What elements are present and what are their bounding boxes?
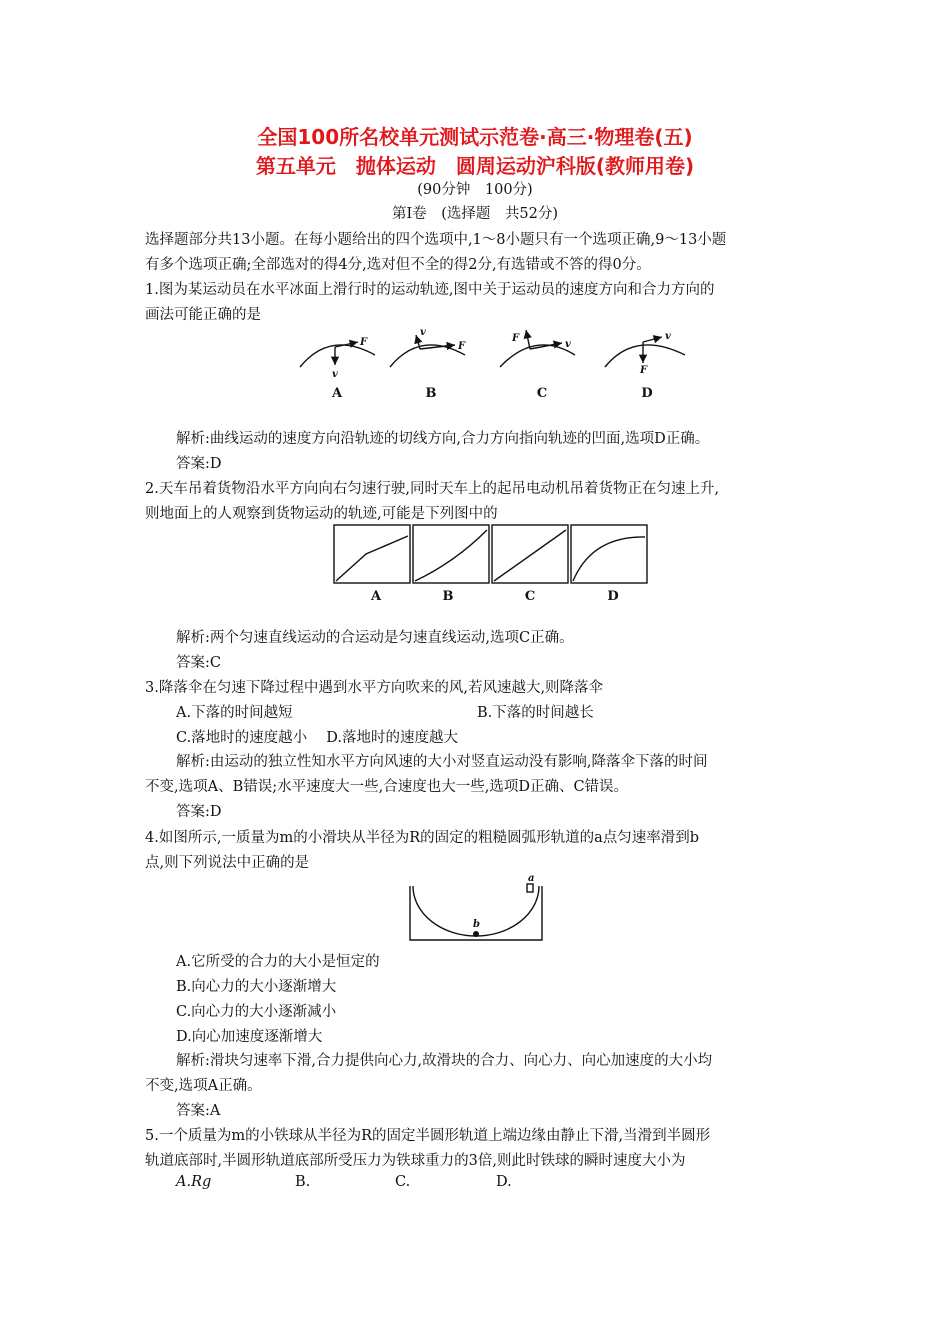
q1-d-v-label: v [665, 331, 671, 342]
intro-line-2: 有多个选项正确;全部选对的得4分,选对但不全的得2分,有选错或不答的得0分。 [145, 257, 651, 273]
q1-label-b: B [425, 386, 437, 401]
q1-a-v-label: v [332, 369, 338, 380]
q4-point-b [473, 931, 479, 937]
q2-stem-line-1: 2.天车吊着货物沿水平方向向右匀速行驶,同时天车上的起吊电动机吊着货物正在匀速上升, [145, 481, 720, 497]
q2-b-curve [415, 530, 487, 581]
q1-d-velocity-arrow [643, 337, 662, 342]
q4-stem-line-1: 4.如图所示,一质量为m的小滑块从半径为R的固定的粗糙圆弧形轨道的a点匀速率滑到b [145, 830, 700, 846]
q2-d-box [571, 525, 647, 583]
q4-option-b: B.向心力的大小逐渐增大 [176, 979, 337, 995]
q4-option-a: A.它所受的合力的大小是恒定的 [176, 954, 380, 970]
q3-analysis-line-1: 解析:由运动的独立性知水平方向风速的大小对竖直运动没有影响,降落伞下落的时间 [176, 754, 708, 770]
q2-answer: 答案:C [176, 655, 221, 671]
exam-meta: (90分钟 100分) [417, 182, 533, 198]
q1-d-trajectory [605, 345, 685, 367]
q2-figure [330, 522, 660, 606]
q2-a-curve [336, 536, 408, 581]
q2-d-curve [573, 537, 645, 581]
q5-stem-line-2: 轨道底部时,半圆形轨道底部所受压力为铁球重力的3倍,则此时铁球的瞬时速度大小为 [145, 1153, 686, 1169]
q5-option-c: C. [395, 1174, 411, 1190]
q1-figure [290, 325, 700, 405]
q1-a-f-label: F [360, 337, 368, 348]
q1-b-f-label: F [458, 341, 466, 352]
q3-option-b: B.下落的时间越长 [477, 705, 594, 721]
q1-a-trajectory [300, 345, 375, 367]
q5-option-a: A.Rg [176, 1174, 212, 1190]
q1-answer: 答案:D [176, 456, 222, 472]
q3-analysis-line-2: 不变,选项A、B错误;水平速度大一些,合速度也大一些,选项D正确、C错误。 [145, 779, 629, 795]
q1-c-f-label: F [512, 333, 520, 344]
q4-label-a: a [528, 873, 535, 884]
q5-option-b: B. [295, 1174, 311, 1190]
q2-b-box [413, 525, 489, 583]
q4-analysis-line-1: 解析:滑块匀速率下滑,合力提供向心力,故滑块的合力、向心力、向心加速度的大小均 [176, 1053, 713, 1069]
q4-stem-line-2: 点,则下列说法中正确的是 [145, 855, 310, 871]
q2-label-a: A [370, 589, 382, 604]
intro-line-1: 选择题部分共13小题。在每小题给出的四个选项中,1～8小题只有一个选项正确,9～13小题 [145, 232, 727, 248]
q1-b-v-label: v [420, 327, 426, 338]
q2-label-b: B [442, 589, 454, 604]
q5-option-d: D. [496, 1174, 512, 1190]
q3-stem: 3.降落伞在匀速下降过程中遇到水平方向吹来的风,若风速越大,则降落伞 [145, 680, 604, 696]
q1-stem-line-2: 画法可能正确的是 [145, 307, 261, 323]
q4-analysis-line-2: 不变,选项A正确。 [145, 1078, 262, 1094]
q3-option-cd: C.落地时的速度越小 D.落地时的速度越大 [176, 730, 459, 746]
q5-stem-line-1: 5.一个质量为m的小铁球从半径为R的固定半圆形轨道上端边缘由静止下滑,当滑到半圆形 [145, 1128, 711, 1144]
q3-answer: 答案:D [176, 804, 222, 820]
q1-d-f-label: F [640, 365, 648, 376]
q2-analysis: 解析:两个匀速直线运动的合运动是匀速直线运动,选项C正确。 [176, 630, 574, 646]
q2-a-box [334, 525, 410, 583]
q1-c-v-label: v [565, 339, 571, 350]
section-heading: 第Ⅰ卷 (选择题 共52分) [392, 206, 558, 222]
q2-c-curve [494, 530, 566, 581]
q4-answer: 答案:A [176, 1103, 221, 1119]
q2-label-d: D [607, 589, 619, 604]
q1-stem-line-1: 1.图为某运动员在水平冰面上滑行时的运动轨迹,图中关于运动员的速度方向和合力方向的 [145, 282, 715, 298]
q1-c-force-arrow [526, 330, 530, 349]
title-line-2: 第五单元 抛体运动 圆周运动沪科版(教师用卷) [255, 154, 695, 178]
q3-option-a: A.下落的时间越短 [176, 705, 293, 721]
q2-stem-line-2: 则地面上的人观察到货物运动的轨迹,可能是下列图中的 [145, 506, 498, 522]
q1-label-c: C [536, 386, 548, 401]
title-line-1: 全国100所名校单元测试示范卷·高三·物理卷(五) [257, 125, 693, 149]
q4-option-d: D.向心加速度逐渐增大 [176, 1029, 323, 1045]
q1-label-a: A [331, 386, 343, 401]
q4-figure [405, 872, 545, 944]
q1-label-d: D [641, 386, 653, 401]
q1-analysis: 解析:曲线运动的速度方向沿轨迹的切线方向,合力方向指向轨迹的凹面,选项D正确。 [176, 431, 710, 447]
q4-label-b: b [473, 919, 480, 930]
q2-label-c: C [524, 589, 536, 604]
q4-slider-block [527, 884, 533, 892]
q4-option-c: C.向心力的大小逐渐减小 [176, 1004, 337, 1020]
